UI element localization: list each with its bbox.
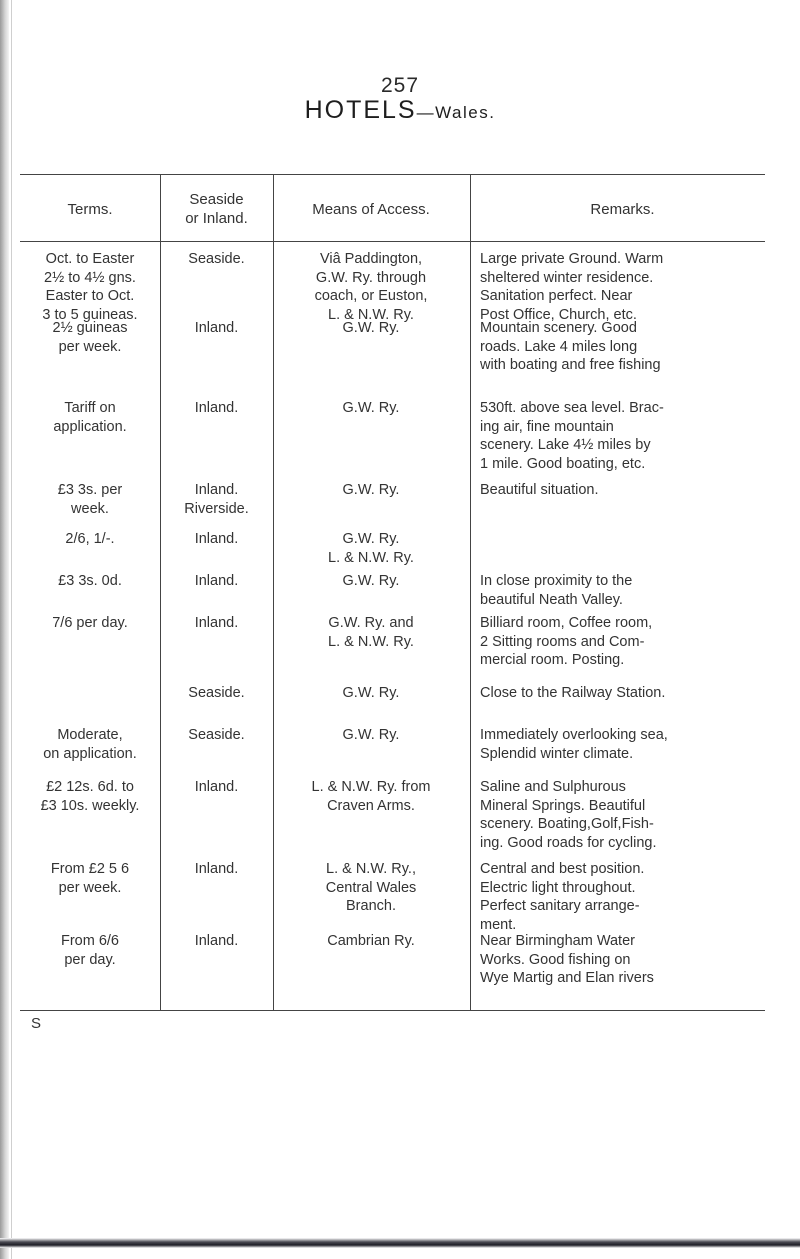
table-cell-access [276,399,466,418]
table-cell-location [160,572,273,591]
cell-line: 7/6 per day. [52,615,128,631]
cell-line: £3 3s. 0d. [58,573,122,589]
column-header-line: Remarks. [590,201,655,218]
cell-line: G.W. Ry. [342,531,400,547]
table-top-rule [20,174,765,175]
cell-line: 2 Sitting rooms and Com- [480,633,645,650]
signature-mark: S [31,1015,42,1032]
cell-line: mercial room. Posting. [480,652,625,668]
cell-line: Seaside. [188,251,245,267]
cell-line: Inland. [194,933,239,949]
table-cell-location [160,250,273,269]
cell-line: beautiful Neath Valley. [480,591,623,608]
column-header-line: or Inland. [185,210,248,227]
cell-line: per day. [64,951,116,968]
cell-line: Mineral Springs. Beautiful [480,797,646,814]
cell-line: £3 3s. per [57,482,123,498]
cell-line: Works. Good fishing on [480,951,631,968]
table-cell-access [276,860,466,916]
table-cell-location [160,481,273,518]
cell-line: From £2 5 6 [50,861,130,877]
cell-line: Tariff on [64,400,116,416]
cell-line: Viâ Paddington, [319,251,423,267]
page-subtitle: —Wales. [416,103,496,122]
cell-line: G.W. Ry. [342,573,400,589]
column-header-line: Means of Access. [312,201,430,218]
cell-line: Post Office, Church, etc. [480,306,637,323]
cell-line: G.W. Ry. [342,482,400,498]
cell-line: Saline and Sulphurous [480,779,626,795]
table-cell-access [276,530,466,567]
table-cell-remarks [480,932,765,988]
cell-line: ment. [480,916,517,933]
table-cell-access [276,319,466,338]
cell-line: In close proximity to the [480,573,633,589]
page-bottom-edge [0,1238,800,1248]
cell-line: roads. Lake 4 miles long [480,338,638,355]
column-header-line: Seaside [189,191,244,208]
cell-line: Mountain scenery. Good [480,320,637,336]
table-cell-location [160,319,273,338]
table-cell-access [276,481,466,500]
table-cell-terms [20,614,160,633]
cell-line: on application. [43,745,137,762]
cell-line: 3 to 5 guineas. [42,306,138,323]
table-cell-access [276,932,466,951]
cell-line: Immediately overlooking sea, [480,727,668,743]
cell-line: with boating and free fishing [480,357,661,373]
table-cell-remarks [480,481,765,500]
table-cell-access [276,572,466,591]
column-divider-3 [470,174,471,1010]
cell-line: From 6/6 [60,933,119,949]
cell-line: L. & N.W. Ry. [328,633,414,650]
column-header-terms [20,200,160,219]
table-cell-access [276,614,466,651]
table-cell-terms [20,726,160,763]
table-cell-terms [20,399,160,436]
column-header-location [160,190,273,228]
header-bottom-rule [20,241,765,242]
table-cell-terms [20,572,160,591]
cell-line: Inland. [194,573,239,589]
table-cell-remarks [480,250,765,324]
cell-line: coach, or Euston, [314,288,428,304]
cell-line: Billiard room, Coffee room, [480,615,653,631]
cell-line: Inland. [194,531,239,547]
cell-line: Large private Ground. Warm [480,251,664,267]
cell-line: Easter to Oct. [45,288,135,304]
table-cell-location [160,778,273,797]
table-cell-remarks [480,684,765,703]
cell-line: G.W. Ry. and [328,615,414,631]
cell-line: Seaside. [188,685,245,701]
cell-line: ing air, fine mountain [480,418,614,435]
cell-line: G.W. Ry. [342,727,400,743]
cell-line: L. & N.W. Ry. [328,306,414,323]
cell-line: scenery. Boating,Golf,Fish- [480,816,654,832]
table-cell-access [276,684,466,703]
table-cell-terms [20,530,160,549]
table-cell-remarks [480,319,765,375]
cell-line: Close to the Railway Station. [480,685,666,701]
column-header-remarks [480,200,765,219]
table-cell-remarks [480,614,765,670]
table-cell-remarks [480,726,765,763]
cell-line: Inland. [194,320,239,336]
cell-line: 2/6, 1/-. [65,531,115,547]
cell-line: G.W. Ry. [342,685,400,701]
table-cell-terms [20,932,160,969]
cell-line: Moderate, [57,727,123,743]
table-cell-access [276,778,466,815]
column-header-line: Terms. [67,201,113,218]
cell-line: G.W. Ry. [342,320,400,336]
table-cell-access [276,250,466,324]
cell-line: £3 10s. weekly. [40,797,140,814]
cell-line: Central Wales [325,879,417,896]
cell-line: Central and best position. [480,861,645,877]
cell-line: 2½ to 4½ gns. [44,269,136,286]
cell-line: Perfect sanitary arrange- [480,898,640,914]
cell-line: Wye Martig and Elan rivers [480,970,654,986]
cell-line: sheltered winter residence. [480,269,654,286]
cell-line: per week. [58,879,122,896]
cell-line: Beautiful situation. [480,482,599,498]
table-cell-remarks [480,778,765,852]
column-divider-2 [273,174,274,1010]
table-bottom-rule [20,1010,765,1011]
cell-line: Riverside. [184,500,249,517]
table-cell-remarks [480,399,765,473]
cell-line: 1 mile. Good boating, etc. [480,455,646,472]
table-cell-location [160,614,273,633]
cell-line: Inland. [194,779,239,795]
cell-line: per week. [58,338,122,355]
cell-line: Electric light throughout. [480,879,636,896]
cell-line: Craven Arms. [327,797,415,814]
cell-line: Splendid winter climate. [480,745,634,762]
cell-line: £2 12s. 6d. to [46,779,134,795]
table-cell-terms [20,319,160,356]
table-cell-location [160,726,273,745]
cell-line: Inland. [194,482,239,498]
table-cell-remarks [480,572,765,609]
cell-line: Inland. [194,861,239,877]
table-cell-remarks [480,860,765,934]
cell-line: Oct. to Easter [45,251,135,267]
cell-line: 2½ guineas [52,320,128,336]
table-cell-terms [20,860,160,897]
cell-line: Cambrian Ry. [327,933,415,949]
cell-line: G.W. Ry. [342,400,400,416]
table-cell-terms [20,778,160,815]
table-cell-terms [20,250,160,324]
cell-line: scenery. Lake 4½ miles by [480,437,651,453]
table-cell-access [276,726,466,745]
cell-line: Sanitation perfect. Near [480,288,633,304]
table-cell-location [160,860,273,879]
cell-line: G.W. Ry. through [315,269,427,286]
page-number: 257 [380,74,420,97]
cell-line: application. [53,418,127,435]
cell-line: L. & N.W. Ry., [326,861,416,877]
cell-line: Inland. [194,615,239,631]
cell-line: Seaside. [188,727,245,743]
cell-line: Inland. [194,400,239,416]
cell-line: L. & N.W. Ry. from [311,779,431,795]
cell-line: L. & N.W. Ry. [328,549,414,566]
cell-line: ing. Good roads for cycling. [480,834,657,851]
cell-line: Near Birmingham Water [480,933,635,949]
table-cell-terms [20,481,160,518]
cell-line: Branch. [346,898,396,914]
table-cell-location [160,932,273,951]
cell-line: 530ft. above sea level. Brac- [480,400,664,416]
cell-line: week. [71,500,109,517]
table-cell-location [160,399,273,418]
table-cell-location [160,684,273,703]
page-title: HOTELS [304,96,417,124]
column-header-access [276,200,466,219]
table-cell-location [160,530,273,549]
column-divider-1 [160,174,161,1010]
